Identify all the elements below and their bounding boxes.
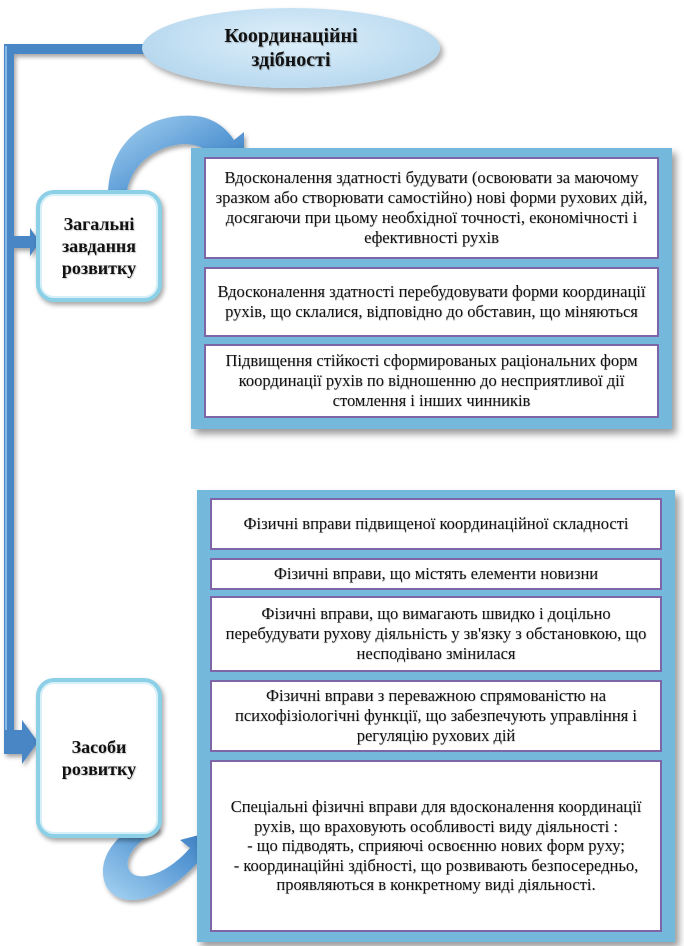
title-ellipse bbox=[142, 8, 440, 88]
goals-panel bbox=[191, 148, 672, 429]
means-item-text: Фізичні вправи, що вимагають швидко і доцільно перебудувати рухову діяльність у зв'язку з обстановкою, що несподівано змінилася bbox=[225, 604, 647, 663]
means-item bbox=[210, 558, 662, 590]
means-item-text: Спеціальні фізичні вправи для вдосконалення координації рухів, що враховують особливості виду діяльності : - що підводять, сприяючі освоєнню нових форм руху; - координаційні здібності, що розвивають безпосередньо, проявляються в конкретному виді діяльності. bbox=[230, 797, 642, 895]
goals-label: Загальні завдання розвитку bbox=[61, 214, 137, 278]
means-item-text: Фізичні вправи, що містять елементи новизни bbox=[273, 564, 599, 583]
means-item-text: Фізичні вправи підвищеної координаційної складності bbox=[243, 514, 629, 533]
goals-item-text: Вдосконалення здатності перебудовувати форми координації рухів, що склалися, відповідно до обставин, що міняються bbox=[217, 282, 646, 321]
means-item bbox=[210, 760, 662, 932]
diagram-title: Координаційні здібності bbox=[224, 25, 358, 71]
goals-label-box bbox=[36, 190, 162, 302]
means-item-text: Фізичні вправи з переважною спрямованістю на психофізіологічні функції, що забезпечують управління і регуляцію рухових дій bbox=[235, 686, 637, 745]
means-label-box bbox=[36, 678, 162, 838]
goals-item bbox=[204, 267, 659, 337]
means-item bbox=[210, 596, 662, 672]
goals-item-text: Вдосконалення здатності будувати (освоювати за маючому зразком або створювати самостійно) нові форми рухових дій, досягаючи при цьому необхідної точності, економічності і ефективності рухів bbox=[215, 168, 648, 247]
means-panel bbox=[197, 490, 675, 942]
means-label: Засоби розвитку bbox=[61, 737, 137, 779]
means-item bbox=[210, 680, 662, 752]
means-item bbox=[210, 498, 662, 550]
goals-item bbox=[204, 344, 659, 418]
goals-item-text: Підвищення стійкості сформированых раціональних форм координації рухів по відношенню до несприятливої дії стомлення і інших чинників bbox=[225, 351, 638, 410]
goals-item bbox=[204, 157, 659, 259]
